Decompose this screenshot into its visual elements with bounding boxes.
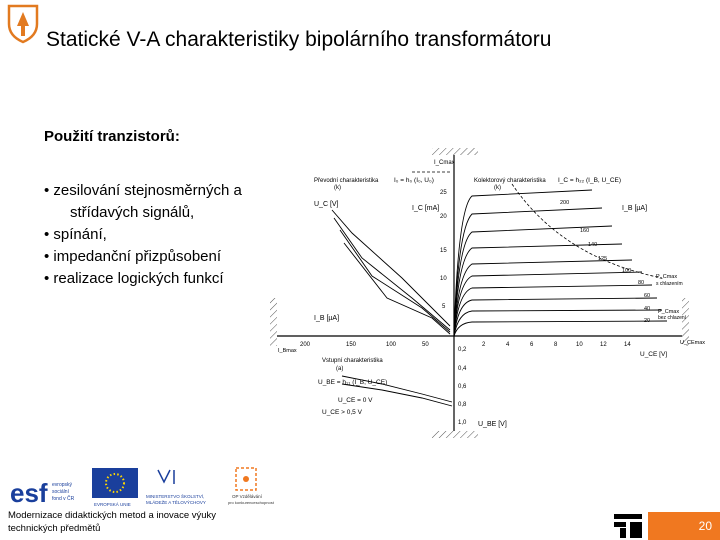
- ib-label: 125: [598, 256, 608, 262]
- q1-sub: (k): [334, 185, 341, 191]
- ube-tick: 0,2: [458, 347, 467, 353]
- ib-label: 200: [560, 200, 570, 206]
- q3-eq: U_BE = h₁₁ (I_B, U_CE): [318, 379, 388, 386]
- section-subtitle: Použití tranzistorů:: [44, 128, 180, 145]
- msmt-text1: MINISTERSTVO ŠKOLSTVÍ,: [146, 494, 205, 499]
- hatch-bottom: [432, 431, 478, 438]
- ibmax-label: I_Bmax: [278, 348, 297, 354]
- q2-eq: I_C = h₂₂ (I_B, U_CE): [558, 177, 622, 184]
- bullet-item: • zesilování stejnosměrných a: [44, 182, 242, 199]
- faculty-mark-icon: [614, 514, 642, 538]
- ib-left-axis-label: I_B [µA]: [314, 315, 340, 322]
- bullet-list: [44, 180, 264, 290]
- ib-label: 40: [644, 306, 651, 312]
- page-number-badge: [648, 512, 720, 540]
- pcmax-label: P_Cmax: [656, 274, 678, 280]
- ic-tick: 5: [442, 304, 446, 310]
- uce-tick: 10: [576, 342, 583, 348]
- pcmax-sub: s chlazením: [656, 281, 683, 287]
- q3-label: Vstupní charakteristika: [322, 358, 383, 364]
- ib-label: 20: [644, 318, 651, 324]
- ib-label: 160: [580, 228, 590, 234]
- pcmax2-label: P_Cmax: [658, 309, 680, 315]
- uce-axis-label: U_CE [V]: [640, 351, 668, 358]
- ic-tick: 25: [440, 190, 447, 196]
- ube-tick: 0,6: [458, 384, 467, 390]
- ib-left-tick: 200: [300, 342, 311, 348]
- eu-flag: [92, 468, 138, 507]
- esf-logo: [8, 466, 88, 508]
- q1-icmax: I_Cmax: [434, 160, 455, 166]
- ube-tick: 0,4: [458, 366, 467, 372]
- uce-tick: 4: [506, 342, 510, 348]
- msmt-text2: MLÁDEŽE A TĚLOVÝCHOVY: [146, 500, 206, 505]
- bullet-item: • realizace logických funkcí: [44, 270, 224, 287]
- ic-ticks: [440, 190, 447, 310]
- ube-ticks: [458, 347, 467, 426]
- ic-axis-label: I_C [mA]: [412, 205, 440, 212]
- footer-text: [8, 509, 268, 535]
- ib-label: 140: [588, 242, 598, 248]
- pcmax2-sub: bez chlazení: [658, 315, 687, 321]
- ib-left-tick: 50: [422, 342, 429, 348]
- uce-tick: 6: [530, 342, 534, 348]
- footer-logos: [8, 466, 278, 508]
- ib-left-ticks: [300, 342, 429, 348]
- ucemax-label: U_CEmax: [680, 340, 706, 346]
- op-text2: pro konkurenceschopnost: [228, 500, 274, 505]
- q2-label: Kolektorový charakteristika: [474, 178, 546, 184]
- uce-tick: 2: [482, 342, 486, 348]
- q1-eq: I₀ = h₀ (I₀, U₀): [394, 177, 434, 184]
- op-text1: OP Vzdělávání: [232, 494, 262, 499]
- transfer-curves: [332, 210, 450, 334]
- bullet-item: střídavých signálů,: [70, 204, 195, 221]
- bullet-item: • spínání,: [44, 226, 107, 243]
- q2-sub: (k): [494, 185, 501, 191]
- uc-axis-label: U_C [V]: [314, 201, 339, 208]
- ib-left-tick: 100: [386, 342, 397, 348]
- footer-line1: Modernizace didaktických metod a inovace výuky: [8, 510, 217, 521]
- ic-tick: 10: [440, 276, 447, 282]
- ib-labels: [560, 200, 650, 324]
- page-title: Statické V-A charakteristiky bipolárního transformátoru: [46, 28, 552, 51]
- op-logo: [228, 468, 275, 505]
- ib-axis-label: I_B [µA]: [622, 205, 648, 212]
- page-number: 20: [698, 519, 712, 533]
- hatch-right: [682, 298, 689, 346]
- q3-cond2: U_CE > 0,5 V: [322, 409, 362, 416]
- uce-tick: 8: [554, 342, 558, 348]
- msmt-logo: [146, 470, 206, 505]
- esf-text2: sociální: [52, 489, 69, 495]
- esf-label: esf: [10, 478, 48, 508]
- uce-tick: 12: [600, 342, 607, 348]
- ube-tick: 0,8: [458, 402, 467, 408]
- q3-sub: (a): [336, 366, 344, 372]
- ube-axis-label: U_BE [V]: [478, 421, 507, 428]
- hatch-top: [432, 148, 478, 155]
- university-logo: [6, 4, 40, 44]
- footer-line2: technických předmětů: [8, 523, 101, 534]
- hatch-left: [270, 298, 277, 346]
- bullet-item: • impedanční přizpůsobení: [44, 248, 222, 265]
- esf-text3: fond v ČR: [52, 496, 75, 502]
- ib-left-tick: 150: [346, 342, 357, 348]
- ib-label: 80: [638, 280, 645, 286]
- ic-tick: 15: [440, 248, 447, 254]
- q3-cond1: U_CE = 0 V: [338, 397, 373, 404]
- uce-tick: 14: [624, 342, 631, 348]
- uce-ticks: [482, 342, 631, 348]
- ube-tick: 1,0: [458, 420, 467, 426]
- q1-label: Převodní charakteristika: [314, 178, 379, 184]
- ic-tick: 20: [440, 214, 447, 220]
- esf-text1: evropský: [52, 482, 73, 488]
- ib-label: 100: [622, 268, 632, 274]
- transistor-characteristics-diagram: [262, 148, 706, 438]
- ib-label: 60: [644, 293, 651, 299]
- eu-text: EVROPSKÁ UNIE: [94, 502, 131, 507]
